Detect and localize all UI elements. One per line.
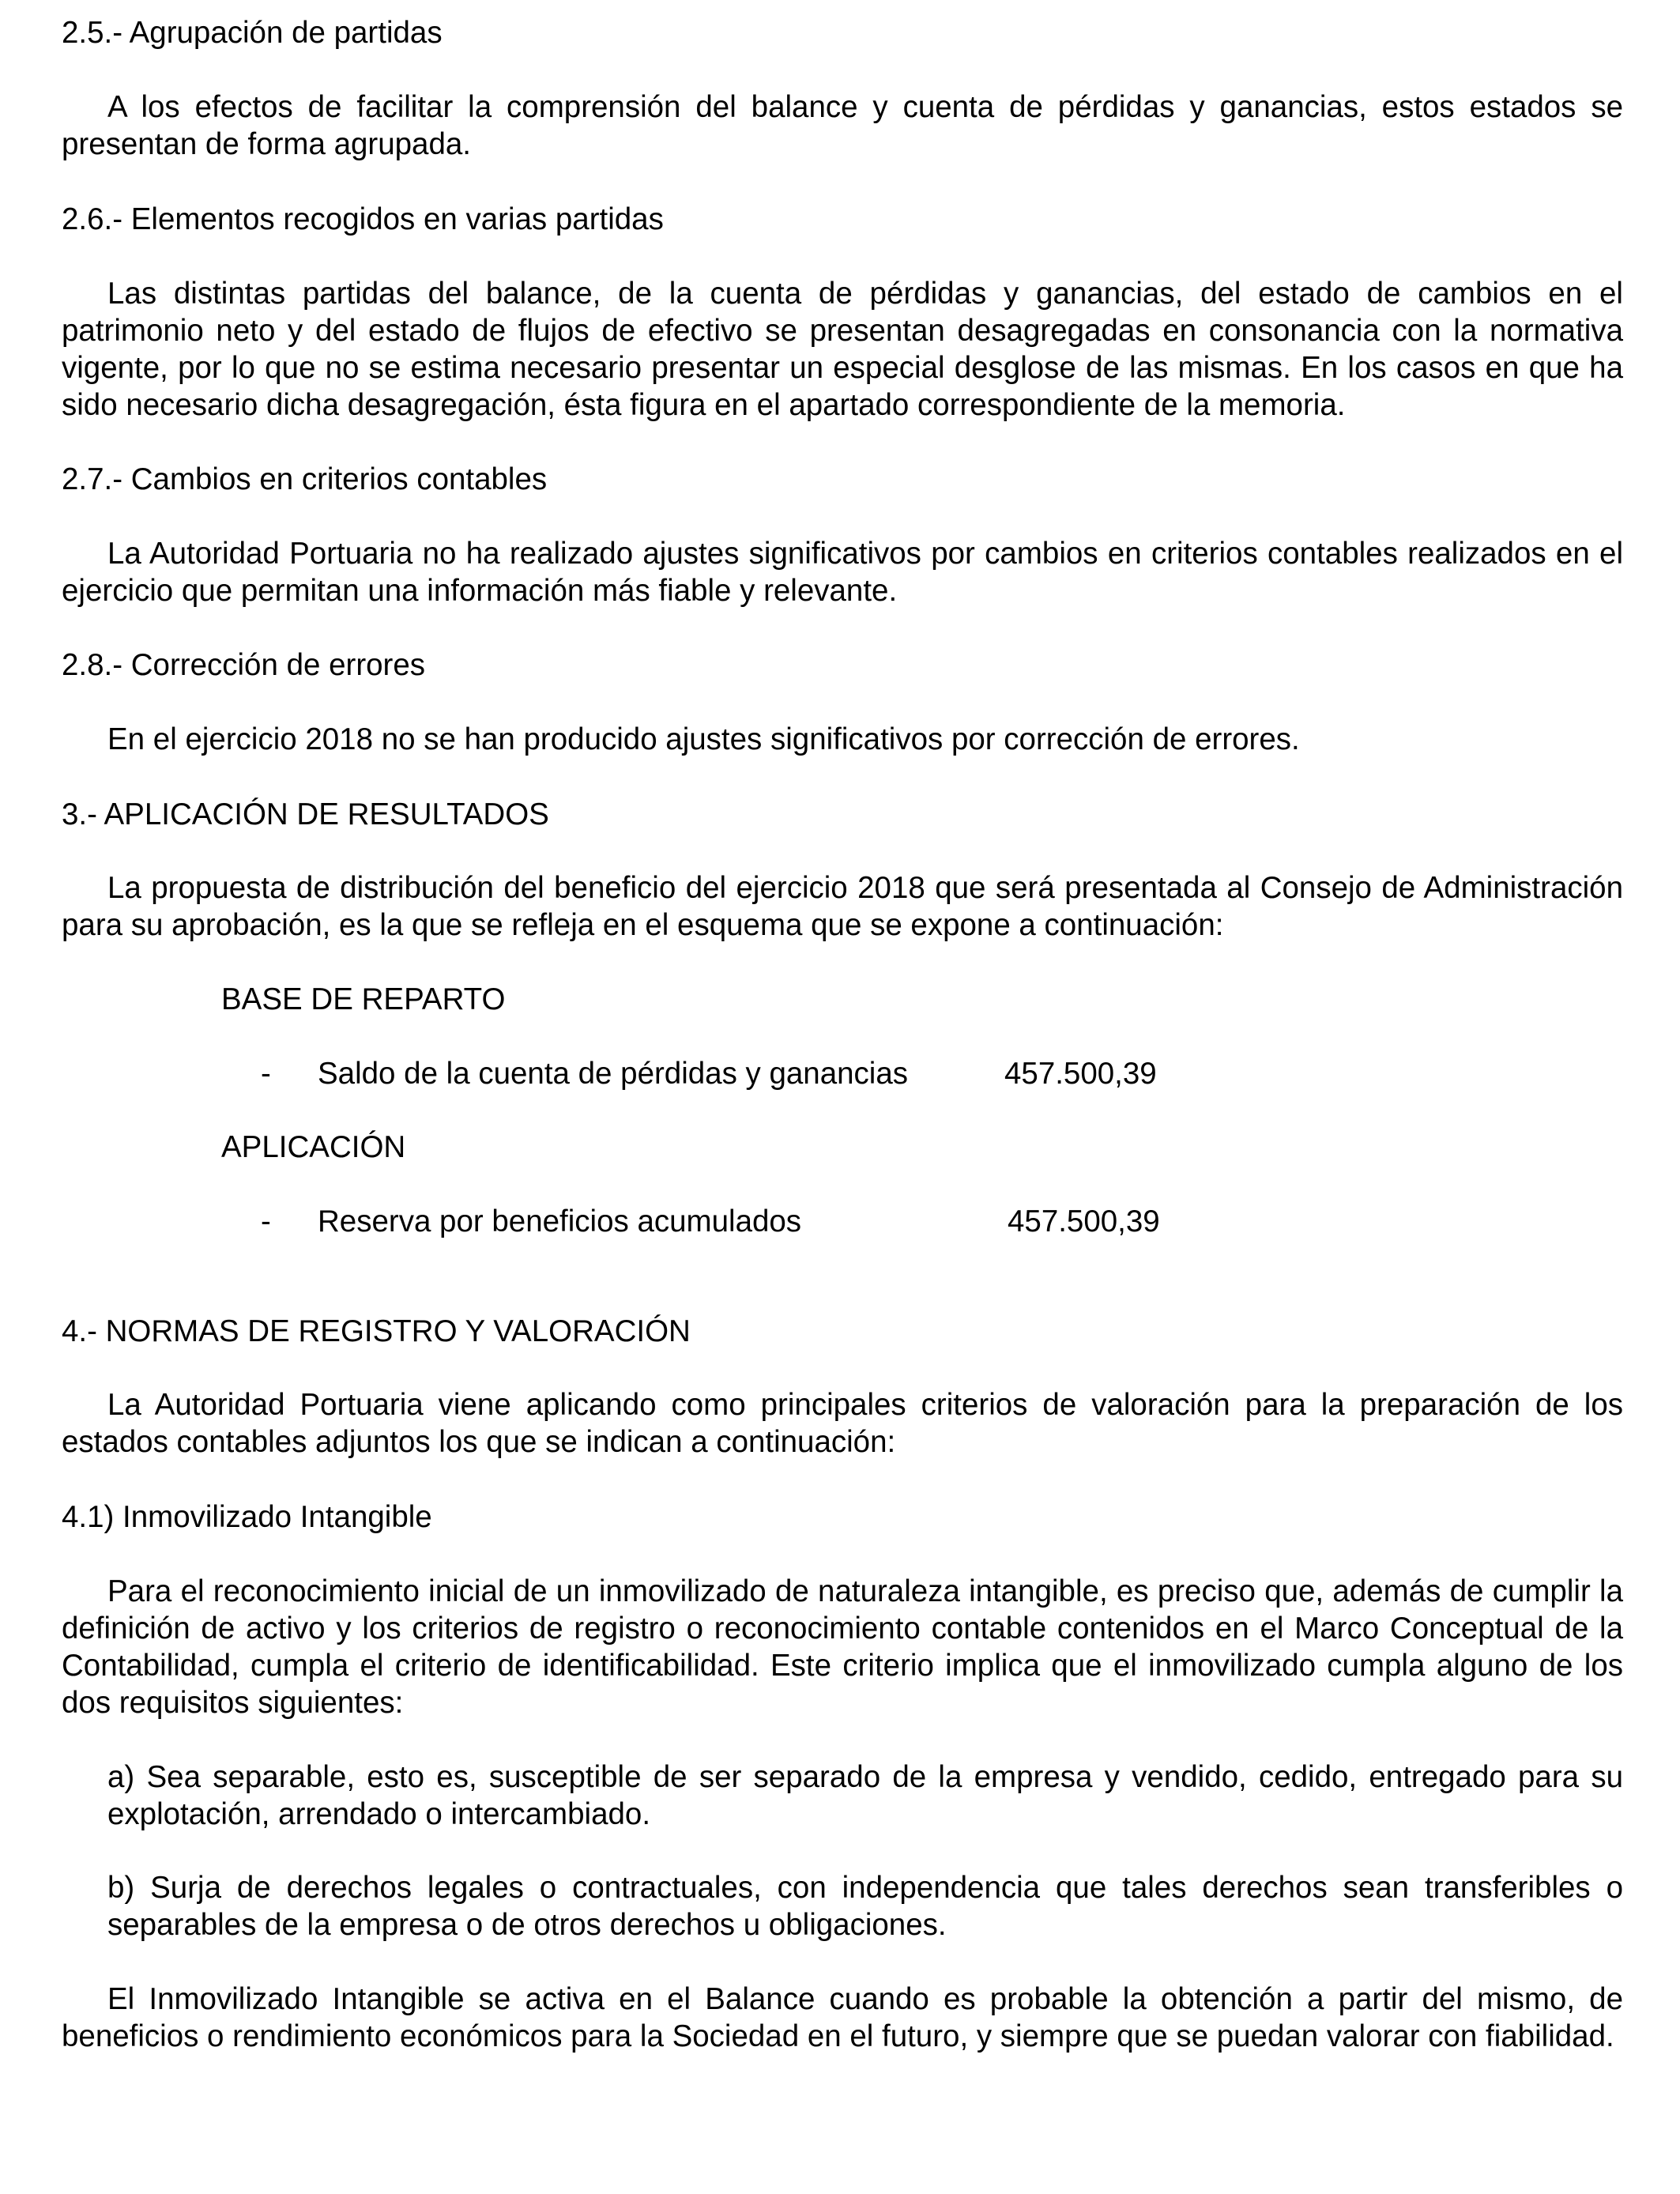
base-item-label: Saldo de la cuenta de pérdidas y ganancias (318, 1057, 909, 1091)
heading-2-8: 2.8.- Corrección de errores (62, 648, 426, 682)
paragraph-3: La propuesta de distribución del beneficio del ejercicio 2018 que será presentada al Consejo de Administración para su aprobación, es la que se refleja en el esquema que se expone a continuación: (62, 871, 1623, 942)
paragraph-4-1: Para el reconocimiento inicial de un inmovilizado de naturaleza intangible, es preciso que, además de cumplir la definición de activo y los criterios de registro o reconocimiento contable contenidos en el Marco Conceptual de la Contabilidad, cumpla el criterio de identificabilidad. Este criterio implica que el inmovilizado cumpla alguno de los dos requisitos siguientes: (62, 1574, 1623, 1720)
paragraph-2-7: La Autoridad Portuaria no ha realizado ajustes significativos por cambios en criterios contables realizados en el ejercicio que permitan una información más fiable y relevante. (62, 537, 1623, 608)
paragraph-2-6: Las distintas partidas del balance, de la cuenta de pérdidas y ganancias, del estado de cambios en el patrimonio neto y del estado de flujos de efectivo se presentan desagregadas en consonancia con la normativa vigente, por lo que no se estima necesario presentar un especial desglose de las mismas. En los casos en que ha sido necesario dicha desagregación, ésta figura en el apartado correspondiente de la memoria. (62, 277, 1623, 422)
requirement-b: b) Surja de derechos legales o contractuales, con independencia que tales derechos sean transferibles o separables de la empresa o de otros derechos u obligaciones. (107, 1871, 1623, 1942)
base-de-reparto-label: BASE DE REPARTO (221, 982, 506, 1016)
requirement-a: a) Sea separable, esto es, susceptible de ser separado de la empresa y vendido, cedido, entregado para su explotación, arrendado o intercambiado. (107, 1760, 1623, 1831)
aplicacion-label: APLICACIÓN (221, 1130, 406, 1164)
paragraph-2-5: A los efectos de facilitar la comprensión del balance y cuenta de pérdidas y ganancias, estos estados se presentan de forma agrupada. (62, 90, 1623, 161)
heading-4-1: 4.1) Inmovilizado Intangible (62, 1500, 432, 1534)
aplicacion-item-dash: - (261, 1204, 271, 1238)
heading-2-6: 2.6.- Elementos recogidos en varias partidas (62, 202, 664, 236)
heading-2-5: 2.5.- Agrupación de partidas (62, 16, 443, 50)
heading-4: 4.- NORMAS DE REGISTRO Y VALORACIÓN (62, 1314, 691, 1348)
paragraph-2-8: En el ejercicio 2018 no se han producido ajustes significativos por corrección de errores. (107, 722, 1300, 756)
base-item-dash: - (261, 1057, 271, 1091)
base-item-amount: 457.500,39 (1004, 1057, 1157, 1091)
heading-2-7: 2.7.- Cambios en criterios contables (62, 462, 548, 496)
aplicacion-item-label: Reserva por beneficios acumulados (318, 1204, 802, 1238)
heading-3: 3.- APLICACIÓN DE RESULTADOS (62, 797, 549, 831)
paragraph-4: La Autoridad Portuaria viene aplicando como principales criterios de valoración para la preparación de los estados contables adjuntos los que se indican a continuación: (62, 1388, 1623, 1459)
paragraph-4-1-closing: El Inmovilizado Intangible se activa en el Balance cuando es probable la obtención a partir del mismo, de beneficios o rendimiento económicos para la Sociedad en el futuro, y siempre que se puedan valorar con fiabilidad. (62, 1982, 1623, 2053)
aplicacion-item-amount: 457.500,39 (1008, 1204, 1160, 1238)
